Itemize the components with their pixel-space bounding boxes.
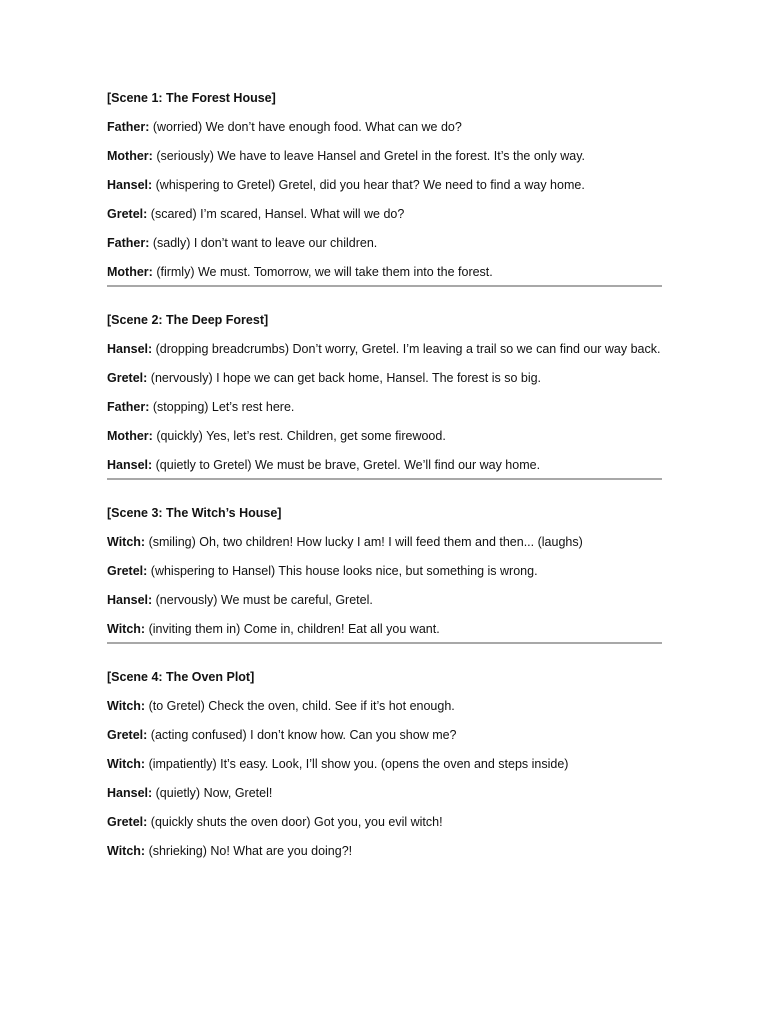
scene-4	[107, 668, 662, 860]
scene-heading: [Scene 4: The Oven Plot]	[107, 670, 255, 684]
speaker-name: Hansel:	[107, 786, 153, 800]
speaker-name: Gretel:	[107, 728, 148, 742]
dialogue-line	[107, 591, 662, 609]
speaker-name: Father:	[107, 120, 150, 134]
dialogue-line	[107, 533, 662, 551]
scene-heading: [Scene 3: The Witch’s House]	[107, 506, 282, 520]
dialogue-text: (to Gretel) Check the oven, child. See if it’s hot enough.	[148, 699, 455, 713]
dialogue-line	[107, 176, 662, 194]
speaker-name: Hansel:	[107, 593, 153, 607]
speaker-name: Witch:	[107, 844, 146, 858]
dialogue-text: (quickly) Yes, let’s rest. Children, get some firewood.	[156, 429, 446, 443]
dialogue-line	[107, 813, 662, 831]
dialogue-text: (firmly) We must. Tomorrow, we will take them into the forest.	[156, 265, 493, 279]
speaker-name: Gretel:	[107, 207, 148, 221]
dialogue-text: (whispering to Gretel) Gretel, did you hear that? We need to find a way home.	[155, 178, 585, 192]
dialogue-line	[107, 263, 662, 281]
speaker-name: Gretel:	[107, 815, 148, 829]
dialogue-line	[107, 784, 662, 802]
dialogue-text: (impatiently) It’s easy. Look, I’ll show you. (opens the oven and steps inside)	[148, 757, 569, 771]
script-page	[107, 89, 662, 871]
speaker-name: Hansel:	[107, 458, 153, 472]
speaker-name: Gretel:	[107, 564, 148, 578]
dialogue-line	[107, 234, 662, 252]
speaker-name: Mother:	[107, 265, 153, 279]
speaker-name: Hansel:	[107, 342, 153, 356]
speaker-name: Witch:	[107, 622, 146, 636]
scene-divider	[107, 285, 662, 287]
dialogue-line	[107, 562, 662, 580]
scene-heading: [Scene 1: The Forest House]	[107, 91, 276, 105]
speaker-name: Hansel:	[107, 178, 153, 192]
dialogue-text: (nervously) We must be careful, Gretel.	[155, 593, 373, 607]
speaker-name: Father:	[107, 236, 150, 250]
dialogue-line	[107, 755, 662, 773]
scene-divider	[107, 478, 662, 480]
dialogue-text: (sadly) I don’t want to leave our children.	[152, 236, 378, 250]
dialogue-line	[107, 726, 662, 744]
dialogue-text: (acting confused) I don’t know how. Can you show me?	[150, 728, 457, 742]
dialogue-line	[107, 456, 662, 474]
speaker-name: Mother:	[107, 149, 153, 163]
dialogue-text: (inviting them in) Come in, children! Eat all you want.	[148, 622, 440, 636]
speaker-name: Father:	[107, 400, 150, 414]
scene-divider	[107, 642, 662, 644]
scene-heading: [Scene 2: The Deep Forest]	[107, 313, 269, 327]
dialogue-text: (seriously) We have to leave Hansel and Gretel in the forest. It’s the only way.	[156, 149, 585, 163]
dialogue-text: (whispering to Hansel) This house looks nice, but something is wrong.	[150, 564, 538, 578]
dialogue-text: (dropping breadcrumbs) Don’t worry, Gretel. I’m leaving a trail so we can find our way back.	[155, 342, 661, 356]
dialogue-text: (quietly) Now, Gretel!	[155, 786, 273, 800]
dialogue-line	[107, 205, 662, 223]
dialogue-line	[107, 620, 662, 638]
dialogue-text: (smiling) Oh, two children! How lucky I am! I will feed them and then... (laughs)	[148, 535, 583, 549]
dialogue-text: (quietly to Gretel) We must be brave, Gretel. We’ll find our way home.	[155, 458, 541, 472]
dialogue-text: (worried) We don’t have enough food. What can we do?	[152, 120, 462, 134]
scene-1	[107, 89, 662, 281]
dialogue-text: (nervously) I hope we can get back home, Hansel. The forest is so big.	[150, 371, 542, 385]
speaker-name: Mother:	[107, 429, 153, 443]
dialogue-text: (stopping) Let’s rest here.	[152, 400, 295, 414]
dialogue-line	[107, 842, 662, 860]
dialogue-line	[107, 697, 662, 715]
dialogue-line	[107, 398, 662, 416]
speaker-name: Witch:	[107, 535, 146, 549]
dialogue-text: (shrieking) No! What are you doing?!	[148, 844, 353, 858]
dialogue-line	[107, 340, 662, 358]
dialogue-line	[107, 118, 662, 136]
dialogue-text: (scared) I’m scared, Hansel. What will we do?	[150, 207, 405, 221]
speaker-name: Witch:	[107, 757, 146, 771]
speaker-name: Witch:	[107, 699, 146, 713]
scene-3	[107, 504, 662, 638]
scene-2	[107, 311, 662, 474]
dialogue-line	[107, 427, 662, 445]
speaker-name: Gretel:	[107, 371, 148, 385]
dialogue-line	[107, 147, 662, 165]
dialogue-text: (quickly shuts the oven door) Got you, you evil witch!	[150, 815, 443, 829]
dialogue-line	[107, 369, 662, 387]
